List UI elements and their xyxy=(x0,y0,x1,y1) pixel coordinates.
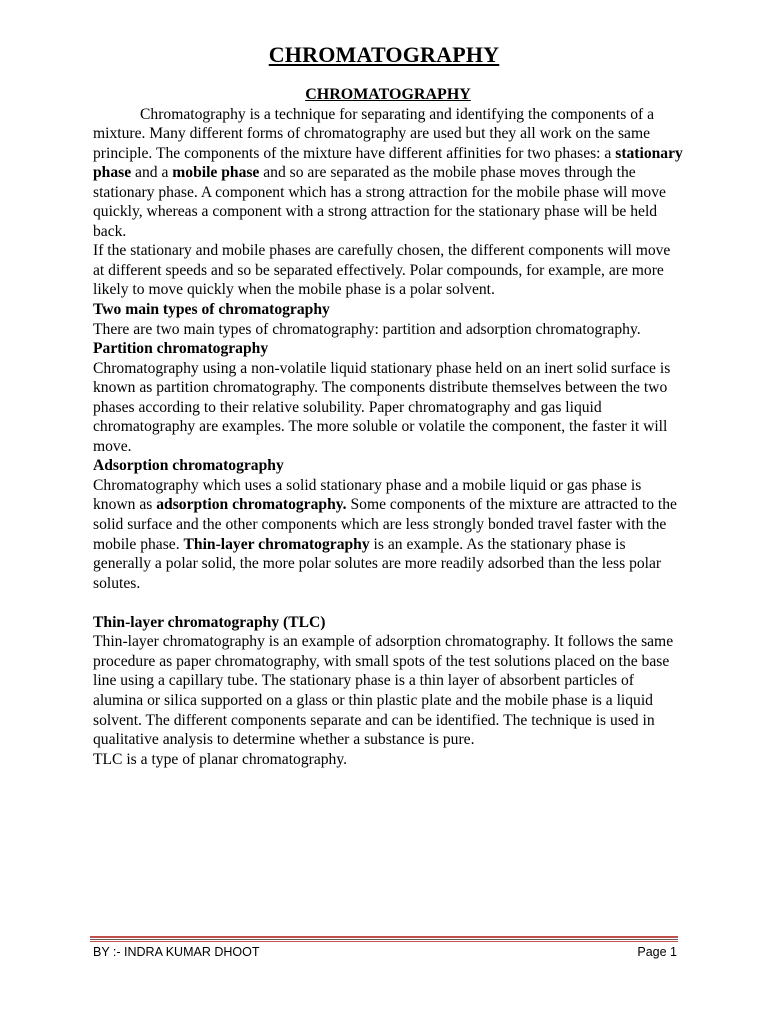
types-heading: Two main types of chromatography xyxy=(93,301,330,319)
document-body xyxy=(93,85,683,769)
adsorption-paragraph xyxy=(93,476,683,593)
document-title: CHROMATOGRAPHY xyxy=(268,42,500,67)
intro-paragraph-2: If the stationary and mobile phases are carefully chosen, the different components will move at different speeds and so be separated effectively. Polar compounds, for example, are more likely to move quickly when the mobile phase is a polar solvent. xyxy=(93,242,671,299)
intro-text-3: and so are separated as the mobile phase moves through the stationary phase. A component which has a strong attraction for the mobile phase will move quickly, whereas a component with a strong attraction for the stationary phase will be held back. xyxy=(93,164,666,240)
adsorption-text-2: Some components of the mixture are attracted to the solid surface and the other components which are less strongly bonded travel faster with the mobile phase. xyxy=(93,496,677,553)
footer-author: BY :- INDRA KUMAR DHOOT xyxy=(93,945,260,959)
tlc-paragraph: Thin-layer chromatography is an example of adsorption chromatography. It follows the same procedure as paper chromatography, with small spots of the test solutions placed on the base line using a capillary tube. The stationary phase is a thin layer of absorbent particles of alumina or silica supported on a glass or thin plastic plate and the mobile phase is a liquid solvent. The different components separate and can be identified. The technique is used in qualitative analysis to determine whether a substance is pure. xyxy=(93,633,674,749)
adsorption-text-3: is an example. As the stationary phase is generally a polar solid, the more polar solutes are more readily adsorbed than the less polar solutes. xyxy=(93,535,662,592)
adsorption-bold-2: Thin-layer chromatography xyxy=(183,535,370,553)
blank-line xyxy=(93,593,683,613)
footer-page-number: Page 1 xyxy=(637,945,677,959)
partition-paragraph: Chromatography using a non-volatile liquid stationary phase held on an inert solid surface is known as partition chromatography. The components distribute themselves between the two phases according to their relative solubility. Paper chromatography and gas liquid chromatography are examples. The more soluble or volatile the component, the faster it will move. xyxy=(93,359,671,455)
types-paragraph: There are two main types of chromatography: partition and adsorption chromatography. xyxy=(93,320,641,338)
intro-text-1: Chromatography is a technique for separating and identifying the components of a mixture. Many different forms of chromatography are used but they all work on the same principle. The components of the mixture have different affinities for two phases: a xyxy=(93,105,655,162)
adsorption-text-1: Chromatography which uses a solid stationary phase and a mobile liquid or gas phase is known as xyxy=(93,476,642,514)
section-title: CHROMATOGRAPHY xyxy=(305,86,471,103)
intro-text-2: and a xyxy=(131,164,173,182)
footer-divider xyxy=(90,936,678,942)
tlc-paragraph-2: TLC is a type of planar chromatography. xyxy=(93,750,348,768)
adsorption-heading: Adsorption chromatography xyxy=(93,457,284,475)
intro-paragraph xyxy=(93,105,683,242)
intro-bold-mobile-phase: mobile phase xyxy=(172,164,260,182)
tlc-heading: Thin-layer chromatography (TLC) xyxy=(93,613,326,631)
adsorption-bold-1: adsorption chromatography. xyxy=(156,496,347,514)
intro-bold-stationary-phase: stationary phase xyxy=(93,144,683,182)
partition-heading: Partition chromatography xyxy=(93,340,269,358)
